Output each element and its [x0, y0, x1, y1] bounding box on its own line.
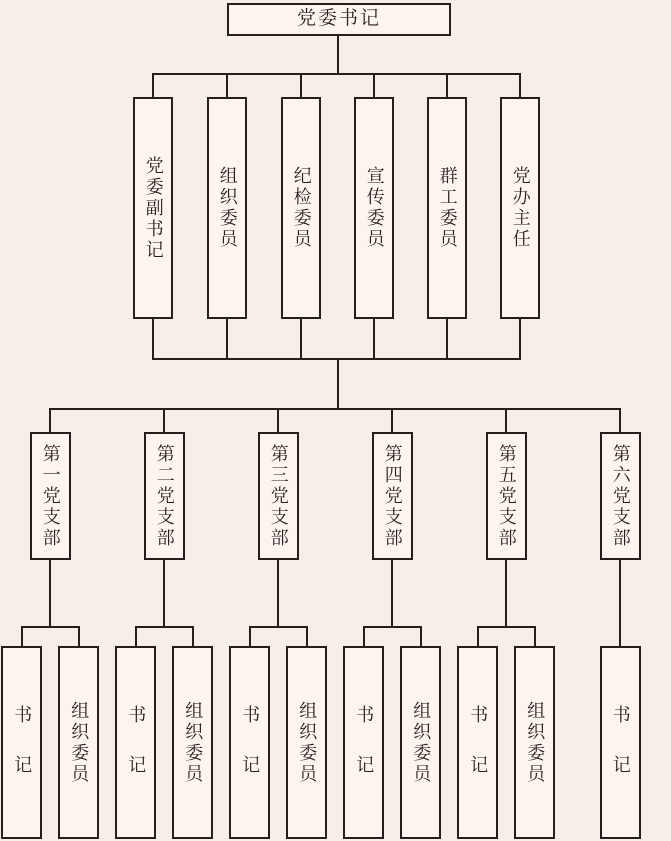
connector-stub — [519, 73, 521, 97]
org-box-branch-3-org-member: 组织委员 — [286, 646, 327, 839]
org-box-branch-6-secretary: 书 记 — [600, 646, 641, 839]
org-box-branch-4-secretary: 书 记 — [343, 646, 384, 839]
org-box-branch-3: 第三党支部 — [258, 432, 299, 560]
connector-tee — [363, 626, 422, 628]
connector-level2-bus — [152, 73, 521, 75]
connector-stub — [277, 408, 279, 432]
connector-branch-stem — [505, 560, 507, 626]
org-box-mass-work-member: 群工委员 — [427, 97, 467, 319]
connector-branch-stem — [391, 560, 393, 626]
connector-stub — [534, 626, 536, 646]
connector-branch-stem — [163, 560, 165, 626]
connector-stub — [49, 408, 51, 432]
org-box-publicity-member: 宣传委员 — [354, 97, 394, 319]
org-box-branch-4: 第四党支部 — [372, 432, 413, 560]
connector-branch-stem — [49, 560, 51, 626]
org-box-party-office-director: 党办主任 — [500, 97, 540, 319]
connector-stub — [446, 73, 448, 97]
connector-stub — [446, 319, 448, 358]
connector-stub — [152, 319, 154, 358]
org-box-branch-3-secretary: 书 记 — [229, 646, 270, 839]
connector-stub — [519, 319, 521, 358]
org-box-branch-2-org-member: 组织委员 — [172, 646, 213, 839]
org-box-branch-1-org-member: 组织委员 — [58, 646, 99, 839]
connector-stub — [373, 319, 375, 358]
org-box-branch-5: 第五党支部 — [486, 432, 527, 560]
org-box-branch-5-secretary: 书 记 — [457, 646, 498, 839]
connector-stub — [373, 73, 375, 97]
org-box-organization-member: 组织委员 — [207, 97, 247, 319]
org-box-branch-1: 第一党支部 — [30, 432, 71, 560]
org-box-deputy-secretary: 党委副书记 — [133, 97, 173, 319]
org-box-branch-6: 第六党支部 — [600, 432, 641, 560]
connector-stub — [300, 73, 302, 97]
connector-tee — [477, 626, 536, 628]
connector-stub — [363, 626, 365, 646]
connector-stub — [163, 408, 165, 432]
connector-stub — [249, 626, 251, 646]
org-box-branch-1-secretary: 书 记 — [1, 646, 42, 839]
connector-stub — [477, 626, 479, 646]
org-box-root: 党委书记 — [227, 3, 451, 36]
connector-branch-stem — [277, 560, 279, 626]
connector-mid-stem — [337, 358, 339, 408]
connector-stub — [226, 73, 228, 97]
connector-stub — [21, 626, 23, 646]
connector-tee — [135, 626, 194, 628]
connector-stub — [619, 408, 621, 432]
connector-stub — [420, 626, 422, 646]
connector-stub — [226, 319, 228, 358]
connector-stub — [135, 626, 137, 646]
connector-stub — [78, 626, 80, 646]
org-box-branch-2: 第二党支部 — [144, 432, 185, 560]
connector-stub — [192, 626, 194, 646]
org-box-discipline-member: 纪检委员 — [281, 97, 321, 319]
connector-stub — [391, 408, 393, 432]
connector-tee — [21, 626, 80, 628]
connector-stub — [505, 408, 507, 432]
org-box-branch-4-org-member: 组织委员 — [400, 646, 441, 839]
connector-tee — [249, 626, 308, 628]
connector-stub — [152, 73, 154, 97]
org-box-branch-2-secretary: 书 记 — [115, 646, 156, 839]
connector-branch-bus — [49, 408, 621, 410]
connector-root-stem — [337, 36, 339, 73]
connector-branch-stem — [619, 560, 621, 646]
connector-stub — [300, 319, 302, 358]
org-box-branch-5-org-member: 组织委员 — [514, 646, 555, 839]
connector-stub — [306, 626, 308, 646]
